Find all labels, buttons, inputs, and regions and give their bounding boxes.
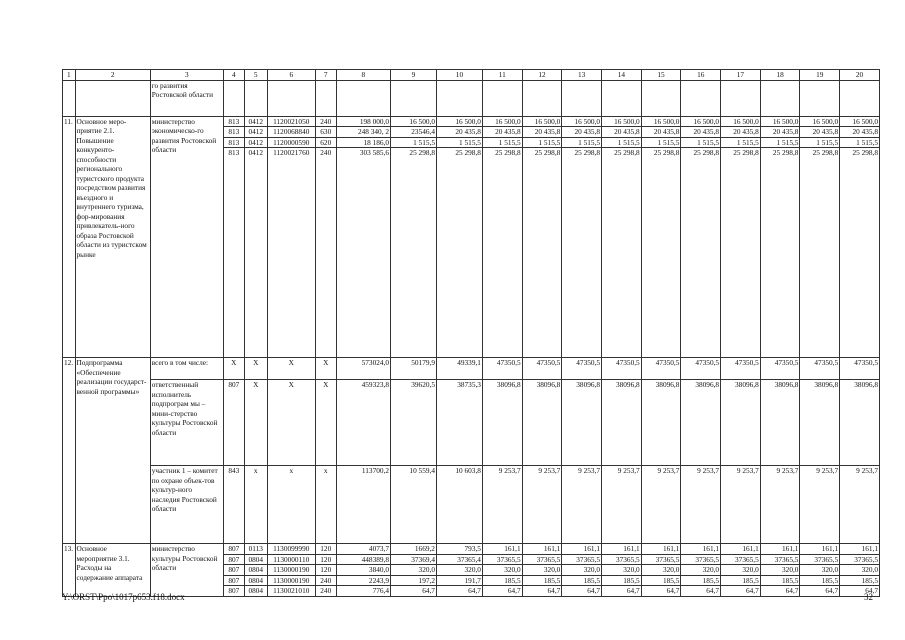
data-cell: 161,1 — [602, 544, 642, 554]
data-cell: 37365,4 — [436, 554, 482, 564]
data-cell: 320,0 — [562, 565, 602, 575]
data-cell: 120 — [315, 554, 336, 564]
data-cell: 9 253,7 — [840, 466, 880, 544]
data-cell: 813 — [223, 127, 244, 137]
data-cell: 64,7 — [482, 586, 522, 596]
empty-cell — [315, 81, 336, 117]
data-cell: 813 — [223, 148, 244, 358]
data-cell: 16 500,0 — [391, 117, 437, 127]
data-cell: 807 — [223, 565, 244, 575]
data-cell: 630 — [315, 127, 336, 137]
data-cell: 25 298,8 — [840, 148, 880, 358]
data-cell: 25 298,8 — [602, 148, 642, 358]
data-cell: 0412 — [244, 148, 267, 358]
data-cell: 38096,8 — [721, 380, 761, 466]
data-cell: 1 515,5 — [391, 137, 437, 147]
data-cell: 320,0 — [436, 565, 482, 575]
data-cell: 185,5 — [760, 575, 800, 585]
data-cell: 25 298,8 — [800, 148, 840, 358]
data-cell: X — [267, 358, 315, 380]
data-cell: 16 500,0 — [721, 117, 761, 127]
data-cell: 120 — [315, 544, 336, 554]
data-cell: 185,5 — [641, 575, 681, 585]
data-cell: 240 — [315, 586, 336, 596]
data-cell: 1120021760 — [267, 148, 315, 358]
data-cell: 16 500,0 — [602, 117, 642, 127]
column-number: 8 — [336, 70, 390, 81]
data-cell: 64,7 — [760, 586, 800, 596]
data-cell: 37365,5 — [641, 554, 681, 564]
measure-name: Подпрограмма «Обеспечение реализации государст-венной программы» — [75, 358, 150, 544]
empty-cell — [602, 81, 642, 117]
column-number: 4 — [223, 70, 244, 81]
table-row — [63, 358, 880, 380]
table-row — [63, 380, 880, 466]
executor-cell: министерство экономическо-го развития Ростовской области — [150, 117, 223, 358]
data-cell: 1 515,5 — [436, 137, 482, 147]
data-cell: 807 — [223, 586, 244, 596]
data-cell: 37365,5 — [800, 554, 840, 564]
data-cell: X — [244, 380, 267, 466]
data-cell: 20 435,8 — [800, 127, 840, 137]
data-cell: 20 435,8 — [840, 127, 880, 137]
data-cell: 16 500,0 — [800, 117, 840, 127]
data-cell: 240 — [315, 575, 336, 585]
data-cell: 807 — [223, 554, 244, 564]
data-cell: 161,1 — [840, 544, 880, 554]
data-cell: 49339,1 — [436, 358, 482, 380]
data-cell: 185,5 — [562, 575, 602, 585]
column-number: 3 — [150, 70, 223, 81]
data-cell: 0412 — [244, 117, 267, 127]
empty-cell — [681, 81, 721, 117]
data-cell: 0412 — [244, 137, 267, 147]
data-cell: 120 — [315, 565, 336, 575]
data-cell: 37369,4 — [391, 554, 437, 564]
data-cell: 793,5 — [436, 544, 482, 554]
data-cell: 9 253,7 — [760, 466, 800, 544]
row-number: 11. — [63, 117, 76, 358]
column-number: 12 — [522, 70, 562, 81]
data-cell: 25 298,8 — [721, 148, 761, 358]
empty-cell — [244, 81, 267, 117]
data-cell: 0804 — [244, 565, 267, 575]
data-cell: 1130021010 — [267, 586, 315, 596]
data-cell: 47350,5 — [522, 358, 562, 380]
column-number: 7 — [315, 70, 336, 81]
data-cell: 37365,5 — [522, 554, 562, 564]
executor-cell: участник 1 – комитет по охране объек-тов культур-ного наследия Ростовской области — [150, 466, 223, 544]
data-cell: 64,7 — [721, 586, 761, 596]
data-cell: 16 500,0 — [840, 117, 880, 127]
column-number: 11 — [482, 70, 522, 81]
data-cell: 303 585,6 — [336, 148, 390, 358]
data-cell: 38096,8 — [482, 380, 522, 466]
empty-cell — [223, 81, 244, 117]
data-cell: 161,1 — [681, 544, 721, 554]
data-cell: 25 298,8 — [681, 148, 721, 358]
data-cell: 185,5 — [482, 575, 522, 585]
data-cell: 320,0 — [840, 565, 880, 575]
data-cell: 185,5 — [522, 575, 562, 585]
data-cell: 16 500,0 — [522, 117, 562, 127]
data-cell: 37365,5 — [840, 554, 880, 564]
table-row — [63, 117, 880, 127]
data-cell: 47350,5 — [602, 358, 642, 380]
column-number: 14 — [602, 70, 642, 81]
budget-table — [62, 69, 880, 597]
column-number: 17 — [721, 70, 761, 81]
data-cell: 37365,5 — [602, 554, 642, 564]
data-cell: 448389,8 — [336, 554, 390, 564]
data-cell: 38096,8 — [641, 380, 681, 466]
data-cell: 320,0 — [800, 565, 840, 575]
data-cell: X — [267, 380, 315, 466]
data-cell: 1669,2 — [391, 544, 437, 554]
data-cell: 38096,8 — [760, 380, 800, 466]
table-row — [63, 544, 880, 554]
data-cell: 20 435,8 — [562, 127, 602, 137]
data-cell: 1130000190 — [267, 565, 315, 575]
data-cell: 23546,4 — [391, 127, 437, 137]
empty-cell — [840, 81, 880, 117]
data-cell: 37365,5 — [482, 554, 522, 564]
data-cell: 776,4 — [336, 586, 390, 596]
column-number: 19 — [800, 70, 840, 81]
column-number: 6 — [267, 70, 315, 81]
data-cell: 113700,2 — [336, 466, 390, 544]
data-cell: 459323,8 — [336, 380, 390, 466]
empty-cell — [760, 81, 800, 117]
data-cell: 64,7 — [641, 586, 681, 596]
data-cell: 9 253,7 — [721, 466, 761, 544]
empty-cell — [800, 81, 840, 117]
data-cell: 161,1 — [800, 544, 840, 554]
data-cell: 38096,8 — [840, 380, 880, 466]
data-cell: X — [315, 358, 336, 380]
data-cell: 573024,0 — [336, 358, 390, 380]
data-cell: 50179,9 — [391, 358, 437, 380]
empty-cell — [63, 81, 76, 117]
data-cell: 0412 — [244, 127, 267, 137]
empty-cell — [721, 81, 761, 117]
data-cell: 39620,5 — [391, 380, 437, 466]
empty-cell — [391, 81, 437, 117]
data-cell: 20 435,8 — [436, 127, 482, 137]
data-cell: 20 435,8 — [522, 127, 562, 137]
data-cell: 64,7 — [602, 586, 642, 596]
data-cell: 20 435,8 — [482, 127, 522, 137]
data-cell: 161,1 — [721, 544, 761, 554]
data-cell: 161,1 — [482, 544, 522, 554]
data-cell: 0113 — [244, 544, 267, 554]
data-cell: 1 515,5 — [760, 137, 800, 147]
data-cell: 1120021050 — [267, 117, 315, 127]
data-cell: 320,0 — [482, 565, 522, 575]
data-cell: 1 515,5 — [641, 137, 681, 147]
data-cell: 16 500,0 — [562, 117, 602, 127]
column-number: 1 — [63, 70, 76, 81]
data-cell: 843 — [223, 466, 244, 544]
column-number: 10 — [436, 70, 482, 81]
column-number: 18 — [760, 70, 800, 81]
data-cell: 240 — [315, 148, 336, 358]
data-cell: 320,0 — [721, 565, 761, 575]
data-cell: 1120000590 — [267, 137, 315, 147]
data-cell: 4073,7 — [336, 544, 390, 554]
executor-cell: ответственный исполнитель подпрограм мы – мини-стерство культуры Ростовской области — [150, 380, 223, 466]
data-cell: 185,5 — [840, 575, 880, 585]
executor-cell: всего в том числе: — [150, 358, 223, 380]
data-cell: 1 515,5 — [482, 137, 522, 147]
data-cell: 198 000,0 — [336, 117, 390, 127]
data-cell: 64,7 — [391, 586, 437, 596]
empty-cell — [641, 81, 681, 117]
data-cell: 9 253,7 — [602, 466, 642, 544]
data-cell: 9 253,7 — [562, 466, 602, 544]
data-cell: х — [315, 466, 336, 544]
data-cell: 813 — [223, 117, 244, 127]
data-cell: 1 515,5 — [721, 137, 761, 147]
data-cell: 320,0 — [522, 565, 562, 575]
data-cell: 807 — [223, 575, 244, 585]
data-cell: 64,7 — [800, 586, 840, 596]
data-cell: 185,5 — [602, 575, 642, 585]
footer-path: Y:\ORST\Ppo\1017p653.f18.docx — [62, 592, 185, 602]
header-row — [63, 70, 880, 81]
data-cell: 240 — [315, 117, 336, 127]
data-cell: 1130000190 — [267, 575, 315, 585]
data-cell: 185,5 — [800, 575, 840, 585]
data-cell: 320,0 — [681, 565, 721, 575]
data-cell: 1 515,5 — [562, 137, 602, 147]
data-cell: 320,0 — [602, 565, 642, 575]
data-cell: 161,1 — [760, 544, 800, 554]
data-cell: 248 340, 2 — [336, 127, 390, 137]
empty-cell — [75, 81, 150, 117]
data-cell: 38096,8 — [681, 380, 721, 466]
data-cell: 37365,5 — [562, 554, 602, 564]
data-cell: 20 435,8 — [602, 127, 642, 137]
data-cell: 47350,5 — [562, 358, 602, 380]
data-cell: 20 435,8 — [641, 127, 681, 137]
data-cell: 10 603,8 — [436, 466, 482, 544]
data-cell: 0804 — [244, 554, 267, 564]
data-cell: 161,1 — [562, 544, 602, 554]
data-cell: 9 253,7 — [482, 466, 522, 544]
data-cell: 64,7 — [562, 586, 602, 596]
data-cell: 38096,8 — [602, 380, 642, 466]
data-cell: 807 — [223, 544, 244, 554]
data-cell: 64,7 — [681, 586, 721, 596]
data-cell: 47350,5 — [800, 358, 840, 380]
data-cell: 16 500,0 — [641, 117, 681, 127]
data-cell: 813 — [223, 137, 244, 147]
data-cell: 197,2 — [391, 575, 437, 585]
data-cell: 9 253,7 — [522, 466, 562, 544]
data-cell: 25 298,8 — [562, 148, 602, 358]
data-cell: 1 515,5 — [602, 137, 642, 147]
data-cell: 20 435,8 — [681, 127, 721, 137]
data-cell: 807 — [223, 380, 244, 466]
column-number: 16 — [681, 70, 721, 81]
data-cell: 47350,5 — [681, 358, 721, 380]
data-cell: 161,1 — [641, 544, 681, 554]
table-row — [63, 466, 880, 544]
data-cell: 161,1 — [522, 544, 562, 554]
data-cell: 20 435,8 — [721, 127, 761, 137]
executor-cell: министерство культуры Ростовской области — [150, 544, 223, 596]
data-cell: 0804 — [244, 575, 267, 585]
data-cell: 16 500,0 — [681, 117, 721, 127]
data-cell: 320,0 — [641, 565, 681, 575]
data-cell: 320,0 — [391, 565, 437, 575]
row-number: 13. — [63, 544, 76, 596]
data-cell: 38735,3 — [436, 380, 482, 466]
data-cell: 25 298,8 — [522, 148, 562, 358]
data-cell: 64,7 — [840, 586, 880, 596]
data-cell: 16 500,0 — [436, 117, 482, 127]
executor-cell: го развития Ростовской области — [150, 81, 223, 117]
data-cell: X — [223, 358, 244, 380]
column-number: 15 — [641, 70, 681, 81]
measure-name: Основное мероприятие 3.1. Расходы на содержание аппарата — [75, 544, 150, 596]
data-cell: 20 435,8 — [760, 127, 800, 137]
data-cell: 16 500,0 — [760, 117, 800, 127]
data-cell: 38096,8 — [522, 380, 562, 466]
data-cell: 1 515,5 — [800, 137, 840, 147]
data-cell: 38096,8 — [800, 380, 840, 466]
column-number: 20 — [840, 70, 880, 81]
empty-cell — [267, 81, 315, 117]
empty-cell — [436, 81, 482, 117]
data-cell: 1130099990 — [267, 544, 315, 554]
data-cell: 9 253,7 — [681, 466, 721, 544]
empty-cell — [482, 81, 522, 117]
data-cell: X — [315, 380, 336, 466]
column-number: 9 — [391, 70, 437, 81]
data-cell: 1 515,5 — [840, 137, 880, 147]
data-cell: 47350,5 — [721, 358, 761, 380]
data-cell: 47350,5 — [760, 358, 800, 380]
data-cell: 1 515,5 — [522, 137, 562, 147]
data-cell: 47350,5 — [482, 358, 522, 380]
measure-name: Основное меро-приятие 2.1. Повышение конкуренто-способности регионального туристского продукта посредством развития въездного и внутреннего туризма, фор-мирования привлекатель-ного образа Ростовской области из туристском рынке — [75, 117, 150, 358]
data-cell: 9 253,7 — [800, 466, 840, 544]
continuation-row — [63, 81, 880, 117]
data-cell: 37365,5 — [721, 554, 761, 564]
empty-cell — [522, 81, 562, 117]
data-cell: 25 298,8 — [436, 148, 482, 358]
table-body — [63, 70, 880, 597]
data-cell: 16 500,0 — [482, 117, 522, 127]
column-number: 13 — [562, 70, 602, 81]
data-cell: X — [244, 358, 267, 380]
data-cell: 38096,8 — [562, 380, 602, 466]
data-cell: 25 298,8 — [482, 148, 522, 358]
data-cell: 3840,0 — [336, 565, 390, 575]
data-cell: 0804 — [244, 586, 267, 596]
data-cell: 64,7 — [522, 586, 562, 596]
data-cell: 37365,5 — [760, 554, 800, 564]
data-cell: х — [244, 466, 267, 544]
data-cell: 191,7 — [436, 575, 482, 585]
row-number: 12. — [63, 358, 76, 544]
column-number: 2 — [75, 70, 150, 81]
empty-cell — [336, 81, 390, 117]
data-cell: 1130000110 — [267, 554, 315, 564]
data-cell: 25 298,8 — [391, 148, 437, 358]
page-number: 32 — [864, 592, 873, 602]
data-cell: х — [267, 466, 315, 544]
data-cell: 620 — [315, 137, 336, 147]
data-cell: 9 253,7 — [641, 466, 681, 544]
data-cell: 185,5 — [721, 575, 761, 585]
data-cell: 25 298,8 — [760, 148, 800, 358]
data-cell: 25 298,8 — [641, 148, 681, 358]
data-cell: 1120068840 — [267, 127, 315, 137]
data-cell: 10 559,4 — [391, 466, 437, 544]
data-cell: 1 515,5 — [681, 137, 721, 147]
column-number: 5 — [244, 70, 267, 81]
data-cell: 2243,9 — [336, 575, 390, 585]
data-cell: 47350,5 — [840, 358, 880, 380]
data-cell: 37365,5 — [681, 554, 721, 564]
data-cell: 47350,5 — [641, 358, 681, 380]
data-cell: 185,5 — [681, 575, 721, 585]
data-cell: 18 186,0 — [336, 137, 390, 147]
data-cell: 64,7 — [436, 586, 482, 596]
data-cell: 320,0 — [760, 565, 800, 575]
empty-cell — [562, 81, 602, 117]
